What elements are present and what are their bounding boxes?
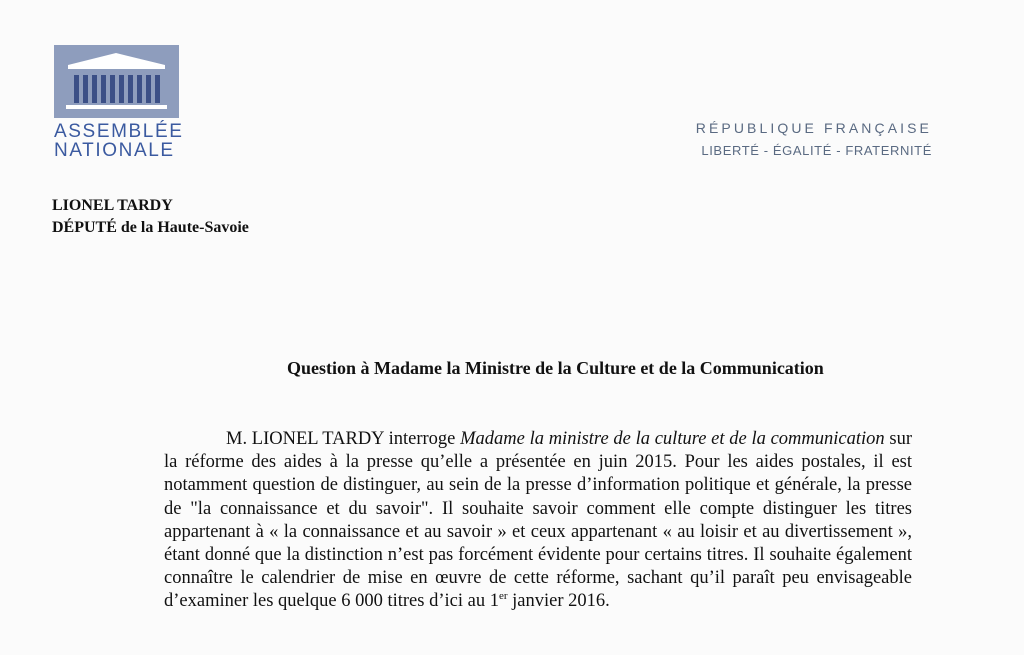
assemblee-building-icon — [54, 45, 179, 118]
paragraph-superscript: er — [498, 590, 508, 603]
deputy-title — [52, 217, 249, 239]
deputy-region: de la Haute-Savoie — [116, 219, 249, 236]
paragraph-end: janvier 2016. — [507, 591, 610, 612]
logo-line-1: ASSEMBLÉE — [54, 121, 184, 142]
deputy-block — [52, 195, 249, 239]
republic-header — [696, 118, 932, 161]
republic-motto: LIBERTÉ - ÉGALITÉ - FRATERNITÉ — [701, 143, 932, 158]
deputy-title-prefix: DÉPUTÉ — [52, 219, 117, 236]
logo-line-2: NATIONALE — [54, 140, 175, 161]
republic-name: RÉPUBLIQUE FRANÇAISE — [695, 120, 932, 136]
paragraph-body: sur la réforme des aides à la presse qu’elle a présentée en juin 2015. Pour les aides postales, il est notamment question de distinguer, au sein de la presse d’information politique et générale, la presse de "la connaissance et du savoir". Il souhaite savoir comment elle compte distinguer les titres appartenant à « la connaissance et au savoir » et ceux appartenant « au loisir et au divertissement », étant donné que la distinction n’est pas forcément évidente pour certains titres. Il souhaite également connaître le calendrier de mise en œuvre de cette réforme, sachant qu’il paraît peu envisageable d’examiner les quelque 6 000 titres d’ici au 1 — [164, 429, 912, 612]
question-title: Question à Madame la Ministre de la Culture et de la Communication — [287, 358, 824, 378]
deputy-name: LIONEL TARDY — [52, 197, 173, 214]
paragraph-minister: Madame la ministre de la culture et de la communication — [460, 429, 885, 449]
assemblee-nationale-logo — [54, 45, 184, 161]
paragraph-start: M. LIONEL TARDY interroge — [226, 429, 461, 449]
question-paragraph — [164, 428, 912, 614]
